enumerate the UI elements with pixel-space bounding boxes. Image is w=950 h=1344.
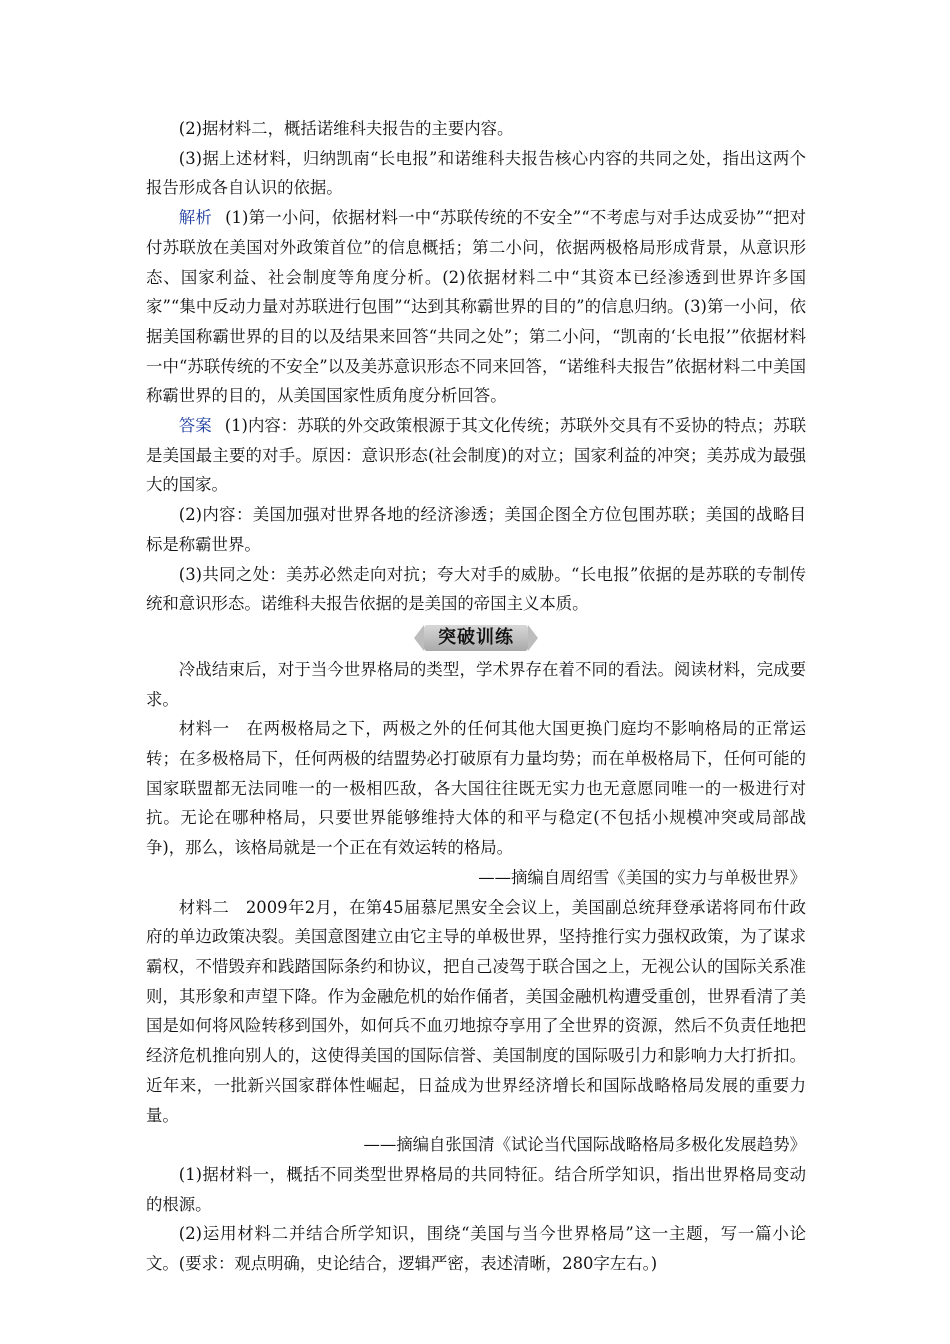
answer-paragraph-2: (2)内容：美国加强对世界各地的经济渗透；美国企图全方位包围苏联；美国的战略目标是称霸世界。	[146, 505, 806, 554]
training-question-2: (2)运用材料二并结合所学知识，围绕“美国与当今世界格局”这一主题，写一篇小论文。(要求：观点明确，史论结合，逻辑严密，表述清晰，280字左右。)	[146, 1224, 806, 1274]
analysis-text: (1)第一小问，依据材料一中“苏联传统的不安全”“不考虑与对手达成妥协”“把对付苏联放在美国对外政策首位”的信息概括；第二小问，依据两极格局形成背景，从意识形态、国家利益、社会制度等角度分析。(2)依据材料二中“其资本已经渗透到世界许多国家”“集中反动力量对苏联进行包围”“达到其称霸世界的目的”的信息归纳。(3)第一小问，依据美国称霸世界的目的以及结果来回答“共同之处”；第二小问，“凯南的‘长电报’”依据材料一中“苏联传统的不安全”以及美苏意识形态不同来回答，“诺维科夫报告”依据材料二中美国称霸世界的目的，从美国国家性质角度分析回答。	[146, 208, 806, 406]
material-1-source: ——摘编自周绍雪《美国的实力与单极世界》	[478, 867, 806, 887]
question-2: (2)据材料二，概括诺维科夫报告的主要内容。	[178, 119, 514, 138]
answer-label: 答案	[178, 416, 212, 436]
section-banner-wrap	[146, 621, 806, 655]
answer-text-1: (1)内容：苏联的外交政策根源于其文化传统；苏联外交具有不妥协的特点；苏联是美国最主要的对手。原因：意识形态(社会制度)的对立；国家利益的冲突；美苏成为最强大的国家。	[146, 416, 806, 495]
analysis-label: 解析	[178, 208, 213, 228]
section-banner: 突破训练	[424, 625, 528, 651]
answer-paragraph-1	[146, 411, 806, 500]
analysis-paragraph	[146, 203, 806, 411]
training-question-1: (1)据材料一，概括不同类型世界格局的共同特征。结合所学知识，指出世界格局变动的根源。	[146, 1164, 806, 1214]
material-2: 材料二 2009年2月，在第45届慕尼黑安全会议上，美国副总统拜登承诺将同布什政府的单边政策决裂。美国意图建立由它主导的单极世界，坚持推行实力强权政策，为了谋求霸权，不惜毁弃和践踏国际条约和协议，把自己凌驾于联合国之上，无视公认的国际关系准则，其形象和声望下降。作为金融危机的始作俑者，美国金融机构遭受重创，世界看清了美国是如何将风险转移到国外，如何兵不血刃地掠夺享用了全世界的资源，然后不负责任地把经济危机推向别人的，这使得美国的国际信誉、美国制度的国际吸引力和影响力大打折扣。近年来，一批新兴国家群体性崛起，日益成为世界经济增长和国际战略格局发展的重要力量。	[146, 897, 806, 1125]
material-2-source: ——摘编自张国清《试论当代国际战略格局多极化发展趋势》	[363, 1135, 806, 1155]
material-1: 材料一 在两极格局之下，两极之外的任何其他大国更换门庭均不影响格局的正常运转；在多极格局下，任何两极的结盟势必打破原有力量均势；而在单极格局下，任何可能的国家联盟都无法同唯一的一极相匹敌，各大国往往既无实力也无意愿同唯一的一极进行对抗。无论在哪种格局，只要世界能够维持大体的和平与稳定(不包括小规模冲突或局部战争)，那么，该格局就是一个正在有效运转的格局。	[146, 719, 806, 858]
question-3: (3)据上述材料，归纳凯南“长电报”和诺维科夫报告核心内容的共同之处，指出这两个报告形成各自认识的依据。	[146, 148, 806, 198]
page-content	[146, 114, 806, 1279]
answer-paragraph-3: (3)共同之处：美苏必然走向对抗；夸大对手的威胁。“长电报”依据的是苏联的专制传统和意识形态。诺维科夫报告依据的是美国的帝国主义本质。	[146, 564, 806, 614]
training-intro: 冷战结束后，对于当今世界格局的类型，学术界存在着不同的看法。阅读材料，完成要求。	[146, 659, 806, 709]
